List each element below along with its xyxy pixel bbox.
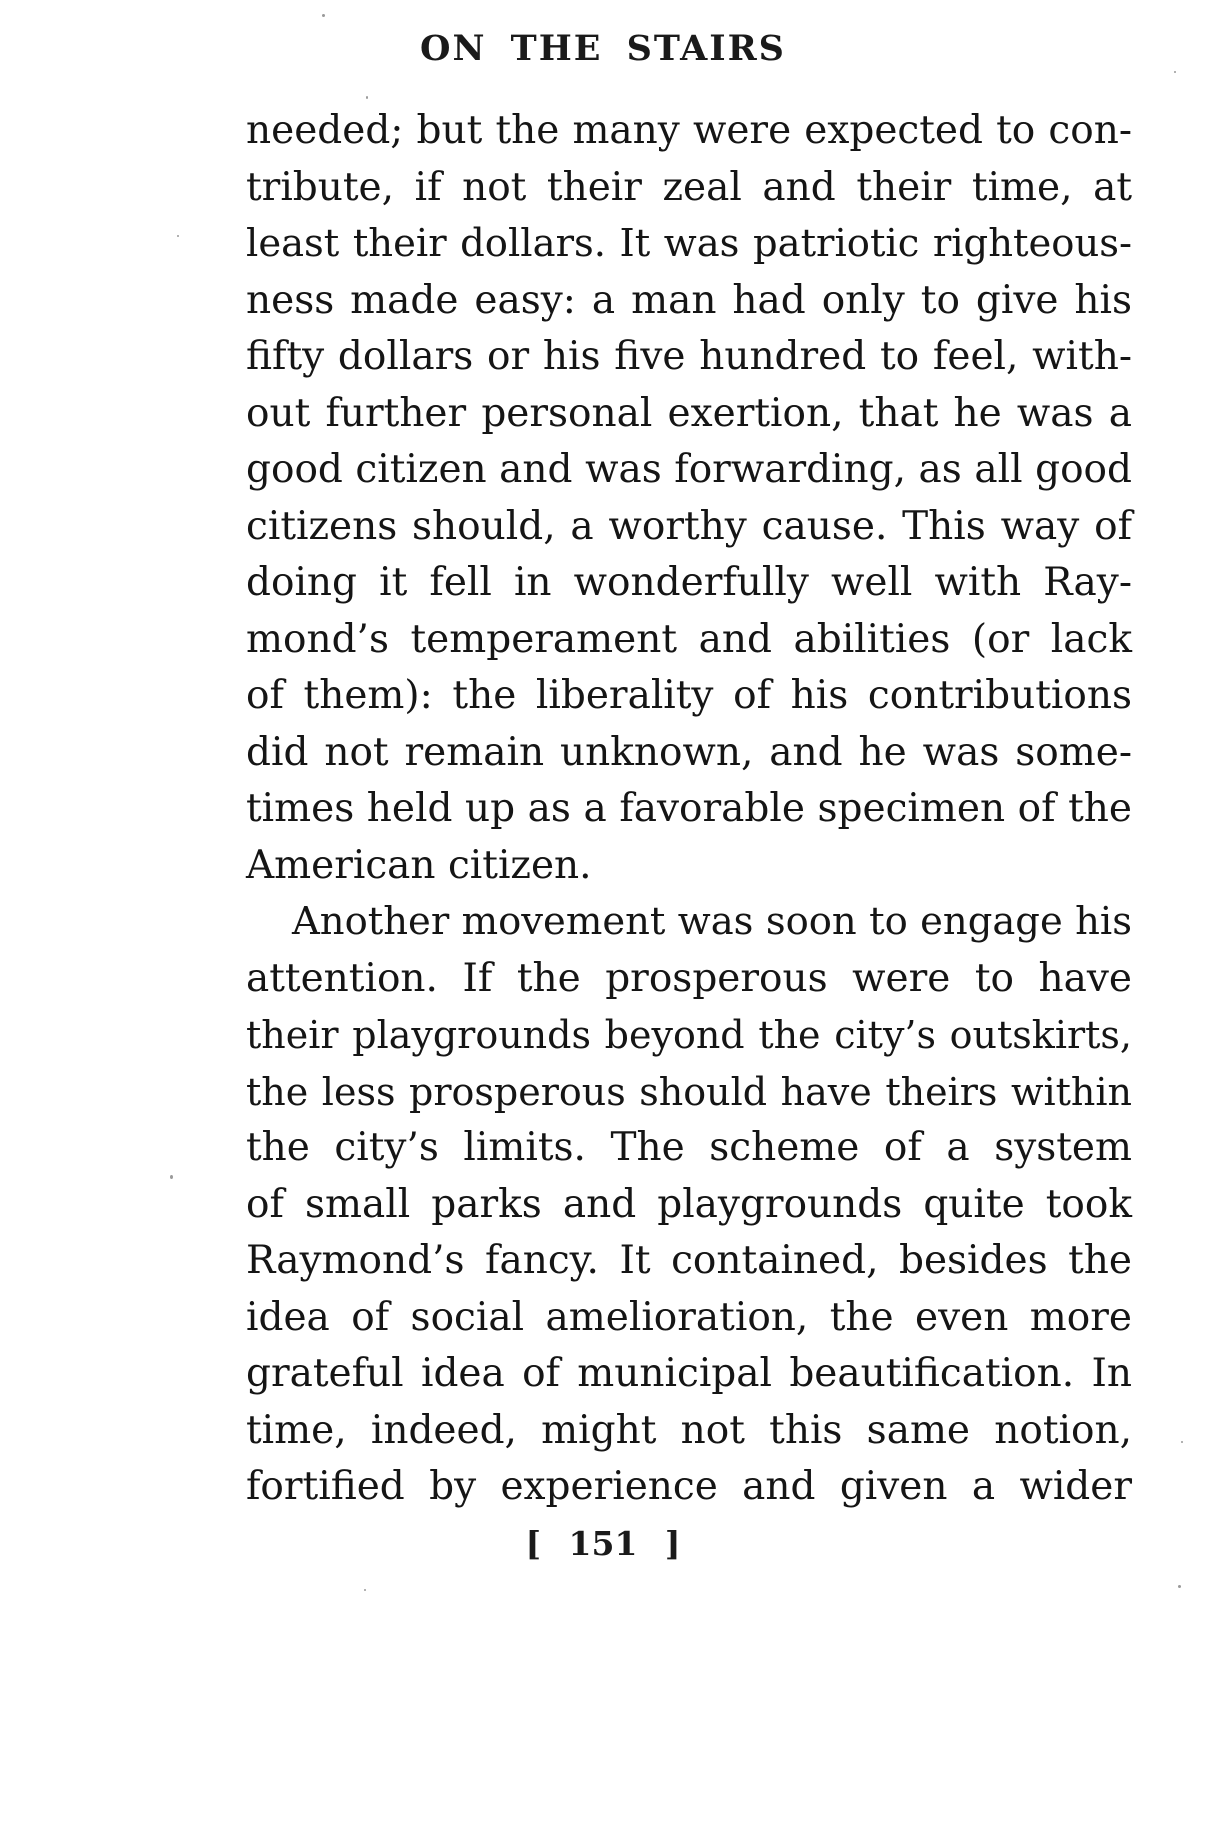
text-line: time, indeed, might not this same notion, [246, 1407, 1132, 1453]
text-line: ness made easy: a man had only to give his [246, 277, 1132, 323]
text-line: the less prosperous should have theirs within [246, 1069, 1132, 1114]
text-line: good citizen and was forwarding, as all good [246, 447, 1132, 492]
text-line: idea of social amelioration, the even more [246, 1294, 1132, 1340]
text-line: Raymond’s fancy. It contained, besides the [246, 1238, 1132, 1283]
page-number: [ 151 ] [525, 1524, 681, 1563]
text-line: grateful idea of municipal beautification. In [246, 1351, 1132, 1396]
text-line: mond’s temperament and abilities (or lack [246, 616, 1132, 662]
paper-speck [364, 1589, 366, 1591]
text-line: the city’s limits. The scheme of a system [246, 1125, 1132, 1170]
text-line: least their dollars. It was patriotic righteous- [246, 221, 1132, 266]
paper-speck [177, 235, 179, 237]
text-line: tribute, if not their zeal and their time, at [246, 164, 1132, 210]
text-line: doing it fell in wonderfully well with Ray- [246, 560, 1132, 605]
text-line: fifty dollars or his five hundred to feel, with- [246, 334, 1132, 379]
text-line: attention. If the prosperous were to have [246, 955, 1132, 1001]
body-text [246, 103, 1132, 1516]
paper-speck [1178, 1585, 1181, 1588]
text-line: needed; but the many were expected to con- [246, 108, 1132, 153]
running-head: ON THE STAIRS [420, 28, 786, 69]
text-line: fortified by experience and given a wider [246, 1464, 1132, 1509]
text-line: citizens should, a worthy cause. This way of [246, 503, 1132, 549]
text-line: their playgrounds beyond the city’s outskirts, [246, 1013, 1132, 1057]
paper-speck [1174, 71, 1176, 73]
text-line: times held up as a favorable specimen of the [246, 786, 1132, 831]
paper-speck [322, 14, 325, 17]
text-line: did not remain unknown, and he was some- [246, 729, 1132, 775]
text-line: of small parks and playgrounds quite took [246, 1181, 1132, 1227]
paper-speck [170, 1175, 173, 1179]
text-line: American citizen. [246, 842, 592, 888]
text-line: out further personal exertion, that he was a [246, 390, 1132, 436]
text-line: of them): the liberality of his contributions [246, 673, 1132, 718]
paper-speck [366, 96, 368, 99]
paper-speck [1181, 1441, 1183, 1443]
text-line: Another movement was soon to engage his [292, 899, 1132, 944]
